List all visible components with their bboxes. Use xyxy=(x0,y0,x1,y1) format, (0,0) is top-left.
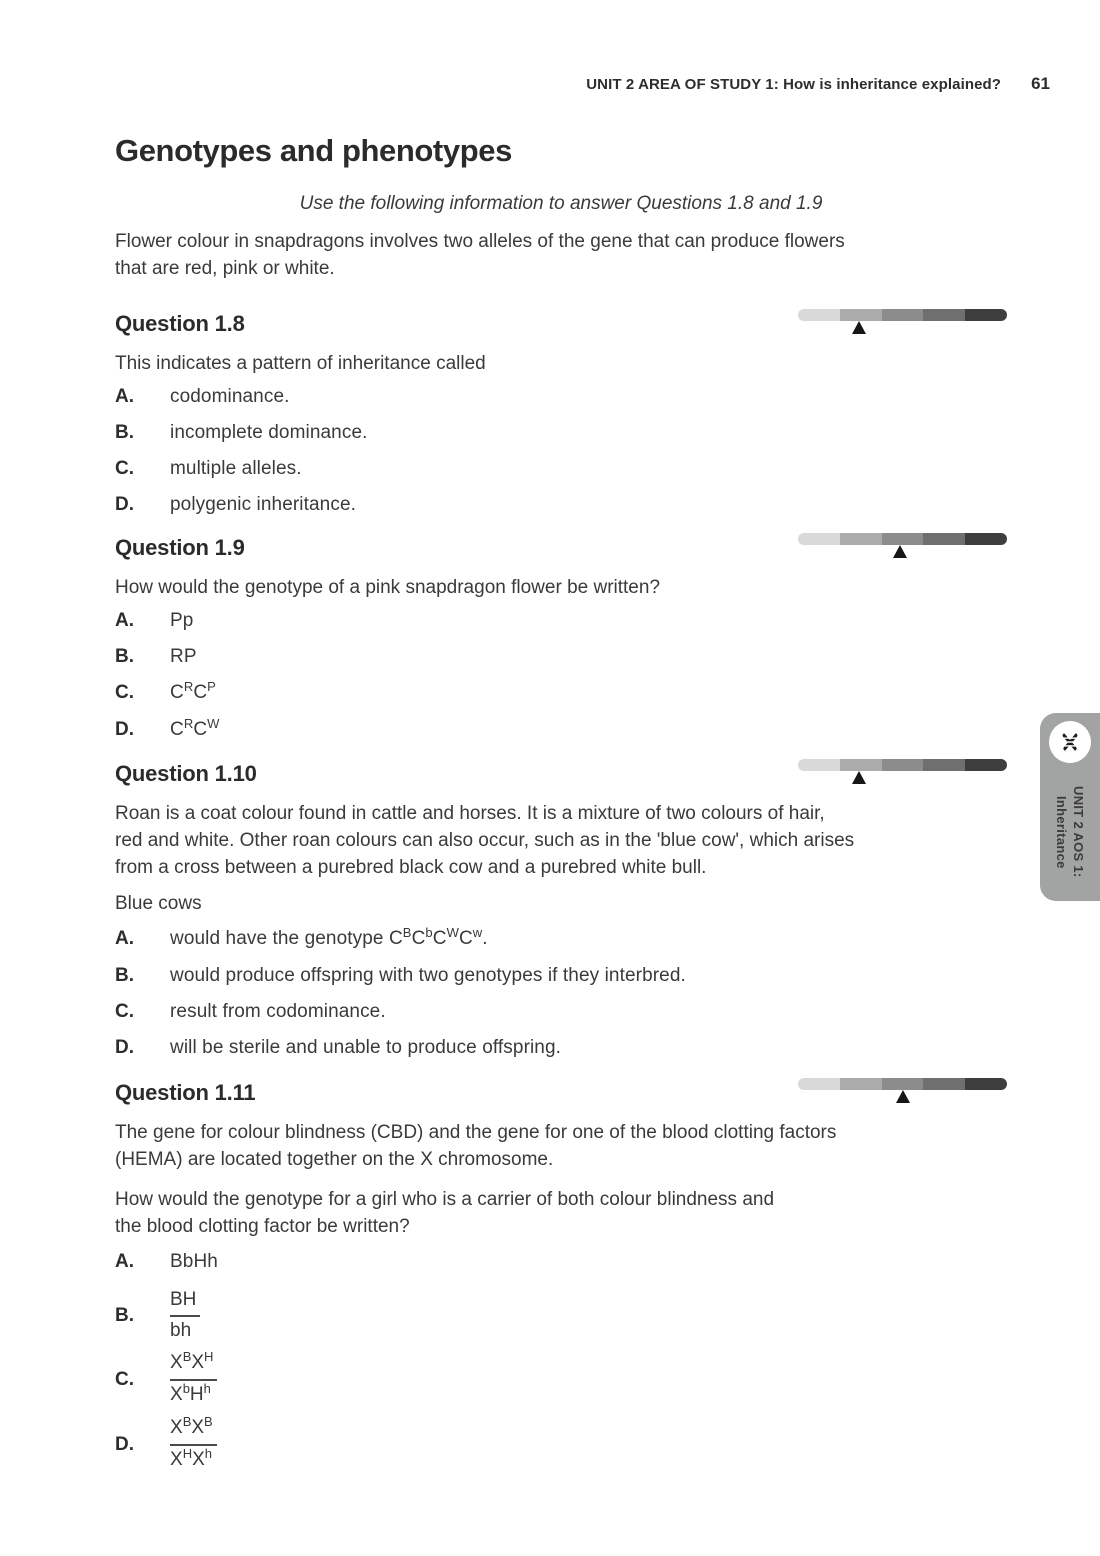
option-letter: C. xyxy=(115,458,134,479)
paragraph-line: from a cross between a purebred black cow and a purebred white bull. xyxy=(115,857,707,878)
chromosome-icon xyxy=(1058,730,1082,754)
difficulty-segment xyxy=(923,759,965,771)
text-part: X xyxy=(170,1449,183,1470)
superscript-text: h xyxy=(204,1446,212,1461)
options-list xyxy=(115,387,1007,514)
text-part: C xyxy=(411,928,426,949)
option-row xyxy=(115,459,1007,478)
option-row xyxy=(115,495,1007,514)
difficulty-segment xyxy=(965,759,1007,771)
difficulty-segment xyxy=(798,533,840,545)
text-part: would have the genotype xyxy=(170,928,389,949)
option-text xyxy=(170,679,216,703)
paragraph-line: that are red, pink or white. xyxy=(115,258,335,279)
option-letter: D. xyxy=(115,494,134,515)
tab-logo-circle xyxy=(1049,721,1091,763)
difficulty-segment xyxy=(840,533,882,545)
difficulty-segment xyxy=(882,1078,924,1090)
difficulty-meter xyxy=(798,1078,1007,1106)
option-text: will be sterile and unable to produce offspring. xyxy=(170,1037,562,1058)
tab-label-line-2: Inheritance xyxy=(1054,795,1069,869)
genotype-fraction xyxy=(170,1288,200,1343)
page-header xyxy=(0,74,1050,94)
option-letter: D. xyxy=(115,719,134,740)
superscript-text: R xyxy=(183,716,194,731)
superscript-text: B xyxy=(402,925,412,940)
question-1-9-section xyxy=(115,535,1007,740)
text-part: H xyxy=(189,1384,204,1405)
option-letter: B. xyxy=(115,422,134,443)
question-stem: This indicates a pattern of inheritance called xyxy=(115,353,486,374)
paragraph-line: red and white. Other roan colours can also occur, such as in the 'blue cow', which arises xyxy=(115,830,855,851)
difficulty-arrow-icon xyxy=(852,321,866,334)
paragraph-line: Flower colour in snapdragons involves two alleles of the gene that can produce flowers xyxy=(115,231,845,252)
text-part: C xyxy=(432,928,447,949)
text-part: C xyxy=(193,682,208,703)
superscript-text: W xyxy=(446,925,459,940)
unit-breadcrumb: UNIT 2 AREA OF STUDY 1: How is inheritance explained? xyxy=(586,76,1002,93)
superscript-text: H xyxy=(204,1349,214,1364)
superscript-text: b xyxy=(425,925,433,940)
text-part: C xyxy=(170,682,184,703)
question-paragraph xyxy=(115,1186,1007,1240)
fraction-numerator xyxy=(170,1288,200,1317)
option-text: incomplete dominance. xyxy=(170,422,368,443)
superscript-text: w xyxy=(472,925,483,940)
chapter-side-tab xyxy=(1040,713,1100,901)
paragraph-line: How would the genotype for a girl who is a carrier of both colour blindness and xyxy=(115,1189,775,1210)
difficulty-segment xyxy=(840,309,882,321)
difficulty-segment xyxy=(882,533,924,545)
difficulty-meter xyxy=(798,759,1007,787)
option-row xyxy=(115,925,1007,949)
difficulty-segment xyxy=(840,759,882,771)
question-stem: How would the genotype of a pink snapdragon flower be written? xyxy=(115,577,661,598)
option-row xyxy=(115,679,1007,703)
options-list xyxy=(115,1252,1007,1473)
option-row xyxy=(115,387,1007,406)
option-row xyxy=(115,423,1007,442)
superscript-text: W xyxy=(207,716,220,731)
option-letter: A. xyxy=(115,386,134,407)
difficulty-segment xyxy=(798,759,840,771)
fraction-numerator xyxy=(170,1351,217,1381)
intro-paragraph xyxy=(115,228,1007,282)
difficulty-segment xyxy=(798,1078,840,1090)
question-paragraph xyxy=(115,1119,1007,1173)
option-text xyxy=(170,716,220,740)
difficulty-segment xyxy=(923,533,965,545)
difficulty-bar xyxy=(798,759,1007,771)
text-part: . xyxy=(482,928,488,949)
superscript-text: B xyxy=(182,1349,192,1364)
option-letter: A. xyxy=(115,928,134,949)
page-number: 61 xyxy=(1031,74,1050,93)
option-text: BbHh xyxy=(170,1251,218,1272)
option-letter: D. xyxy=(115,1037,134,1058)
superscript-text: b xyxy=(182,1381,190,1396)
option-row xyxy=(115,1038,1007,1057)
question-paragraph xyxy=(115,800,1007,881)
option-row xyxy=(115,1252,1007,1271)
question-title: Question 1.8 xyxy=(115,311,245,336)
genotype-fraction xyxy=(170,1416,217,1473)
question-1-11-section xyxy=(115,1080,1007,1473)
superscript-text: h xyxy=(203,1381,211,1396)
difficulty-segment xyxy=(882,759,924,771)
text-part: C xyxy=(458,928,473,949)
option-text xyxy=(170,925,488,949)
fraction-denominator xyxy=(170,1381,217,1408)
option-row xyxy=(115,1002,1007,1021)
paragraph-line: Roan is a coat colour found in cattle and horses. It is a mixture of two colours of hair, xyxy=(115,803,825,824)
option-row xyxy=(115,1288,1007,1343)
tab-label xyxy=(1053,771,1087,893)
option-row xyxy=(115,716,1007,740)
question-title: Question 1.11 xyxy=(115,1080,256,1105)
superscript-text: B xyxy=(204,1414,213,1429)
text-part: C xyxy=(193,719,208,740)
difficulty-arrow-icon xyxy=(896,1090,910,1103)
instruction-line: Use the following information to answer Questions 1.8 and 1.9 xyxy=(299,193,823,214)
question-1-8-section xyxy=(115,311,1007,514)
difficulty-segment xyxy=(840,1078,882,1090)
option-row xyxy=(115,1416,1007,1473)
option-row xyxy=(115,966,1007,985)
difficulty-arrow-icon xyxy=(852,771,866,784)
difficulty-segment xyxy=(923,1078,965,1090)
option-text: would produce offspring with two genotypes if they interbred. xyxy=(170,965,686,986)
option-text xyxy=(170,611,193,630)
page-content xyxy=(115,128,1007,1481)
option-letter: B. xyxy=(115,1305,134,1326)
question-1-10-section xyxy=(115,761,1007,1057)
options-list xyxy=(115,925,1007,1058)
option-text: codominance. xyxy=(170,386,290,407)
difficulty-bar xyxy=(798,1078,1007,1090)
difficulty-arrow-icon xyxy=(893,545,907,558)
difficulty-segment xyxy=(882,309,924,321)
question-title: Question 1.9 xyxy=(115,535,245,560)
option-text xyxy=(170,647,197,666)
text-part: RP xyxy=(170,646,197,667)
option-letter: B. xyxy=(115,646,134,667)
option-letter: C. xyxy=(115,1369,134,1390)
option-row xyxy=(115,611,1007,630)
difficulty-meter xyxy=(798,533,1007,561)
text-part: Pp xyxy=(170,610,194,631)
option-letter: C. xyxy=(115,1001,134,1022)
fraction-numerator xyxy=(170,1416,217,1446)
difficulty-bar xyxy=(798,533,1007,545)
question-title: Question 1.10 xyxy=(115,761,257,786)
difficulty-bar xyxy=(798,309,1007,321)
text-part: C xyxy=(170,719,184,740)
option-text: multiple alleles. xyxy=(170,458,302,479)
paragraph-line: (HEMA) are located together on the X chromosome. xyxy=(115,1149,554,1170)
option-row xyxy=(115,1351,1007,1408)
option-text: result from codominance. xyxy=(170,1001,386,1022)
text-part: X xyxy=(170,1417,183,1438)
difficulty-segment xyxy=(965,1078,1007,1090)
option-letter: D. xyxy=(115,1434,134,1455)
difficulty-meter xyxy=(798,309,1007,337)
paragraph-line: The gene for colour blindness (CBD) and the gene for one of the blood clotting factors xyxy=(115,1122,837,1143)
text-part: BH xyxy=(170,1289,197,1310)
options-list xyxy=(115,611,1007,740)
superscript-text: R xyxy=(183,679,194,694)
fraction-denominator xyxy=(170,1317,200,1343)
option-letter: C. xyxy=(115,682,134,703)
superscript-text: B xyxy=(182,1414,192,1429)
tab-label-line-1: UNIT 2 AOS 1: xyxy=(1071,786,1086,878)
page-title: Genotypes and phenotypes xyxy=(115,133,512,168)
difficulty-segment xyxy=(965,309,1007,321)
text-part: X xyxy=(170,1352,183,1373)
paragraph-line: the blood clotting factor be written? xyxy=(115,1216,410,1237)
text-part: X xyxy=(170,1384,183,1405)
superscript-text: H xyxy=(182,1446,193,1461)
text-part: C xyxy=(388,928,403,949)
option-letter: A. xyxy=(115,610,134,631)
text-part: X xyxy=(191,1417,205,1438)
fraction-denominator xyxy=(170,1446,217,1473)
difficulty-segment xyxy=(965,533,1007,545)
question-sub-stem: Blue cows xyxy=(115,893,202,914)
option-row xyxy=(115,647,1007,666)
option-letter: B. xyxy=(115,965,134,986)
option-letter: A. xyxy=(115,1251,134,1272)
text-part: X xyxy=(192,1449,205,1470)
difficulty-segment xyxy=(798,309,840,321)
text-part: X xyxy=(191,1352,205,1373)
difficulty-segment xyxy=(923,309,965,321)
option-text: polygenic inheritance. xyxy=(170,494,356,515)
text-part: bh xyxy=(170,1320,192,1341)
genotype-fraction xyxy=(170,1351,217,1408)
superscript-text: P xyxy=(207,679,216,694)
